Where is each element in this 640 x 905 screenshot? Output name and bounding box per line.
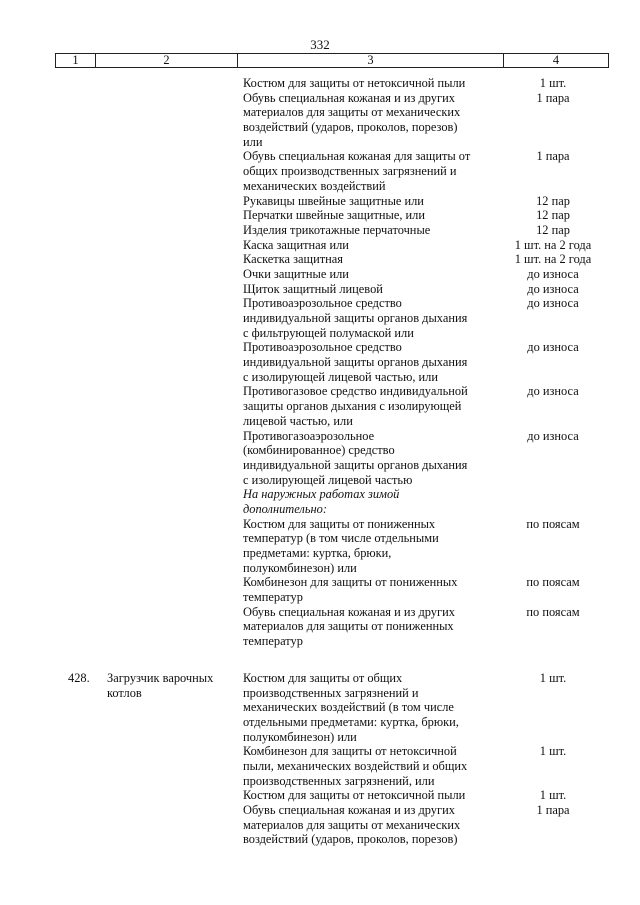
ppe-item xyxy=(243,267,638,282)
ppe-item-name xyxy=(243,429,493,488)
column-header-table xyxy=(55,53,609,68)
ppe-item-line: механических воздействий (в том числе xyxy=(243,700,454,715)
ppe-item-line: с фильтрующей полумаской или xyxy=(243,325,414,340)
ppe-item-quantity xyxy=(498,575,608,604)
ppe-item-name xyxy=(243,282,493,297)
ppe-item-quantity xyxy=(498,340,608,384)
ppe-item-line: с изолирующей лицевой частью xyxy=(243,472,413,487)
ppe-item xyxy=(243,744,638,788)
ppe-item-quantity-text: 1 пара xyxy=(536,803,570,817)
ppe-item-quantity-text: до износа xyxy=(527,428,579,443)
ppe-item-quantity xyxy=(498,671,608,744)
ppe-item-line: с изолирующей лицевой частью, или xyxy=(243,369,438,384)
ppe-item-quantity xyxy=(498,429,608,488)
ppe-item-name xyxy=(243,744,493,788)
ppe-item-line: индивидуальной защиты органов дыхания xyxy=(243,311,468,325)
ppe-item-line: Рукавицы швейные защитные или xyxy=(243,193,424,208)
ppe-item-line: общих производственных загрязнений и xyxy=(243,164,457,179)
ppe-item-line: Перчатки швейные защитные, или xyxy=(243,208,425,223)
ppe-item-quantity xyxy=(498,267,608,282)
ppe-item xyxy=(243,575,638,604)
ppe-item-line: (комбинированное) средство xyxy=(243,443,395,458)
ppe-item-quantity xyxy=(498,208,608,223)
ppe-item-quantity-text: 12 пар xyxy=(536,222,570,237)
ppe-item-quantity-text: до износа xyxy=(527,266,579,281)
ppe-item-quantity-text: 1 шт. xyxy=(539,670,567,685)
ppe-item-quantity-text: 1 шт. xyxy=(539,788,567,803)
ppe-item-line: На наружных работах зимой xyxy=(243,487,400,502)
ppe-item-line: Очки защитные или xyxy=(243,266,349,281)
ppe-item-quantity-text: 1 пара xyxy=(536,149,570,164)
ppe-item-quantity xyxy=(498,517,608,576)
ppe-item-line: Каскетка защитная xyxy=(243,252,343,267)
ppe-item-quantity xyxy=(498,282,608,297)
ppe-item xyxy=(243,605,638,649)
ppe-item-quantity-text: до износа xyxy=(527,384,579,399)
ppe-item-line: Обувь специальная кожаная и из других xyxy=(243,604,455,619)
ppe-item-quantity-text xyxy=(498,487,608,502)
ppe-item-line: Костюм для защиты от пониженных xyxy=(243,516,436,531)
ppe-item xyxy=(243,487,638,516)
ppe-item-line: Противогазоаэрозольное xyxy=(243,428,375,443)
ppe-item-quantity xyxy=(498,252,608,267)
ppe-item xyxy=(243,91,638,150)
ppe-table-body xyxy=(0,76,640,847)
ppe-item-quantity xyxy=(498,76,608,91)
ppe-item-quantity-text: до износа xyxy=(527,281,579,296)
ppe-item-line: температур (в том числе отдельными xyxy=(243,531,439,546)
ppe-item-line: Комбинезон для защиты от пониженных xyxy=(243,575,458,590)
ppe-item xyxy=(243,384,638,428)
table-row xyxy=(0,76,640,649)
column-header-1: 1 xyxy=(56,54,96,68)
ppe-item-quantity xyxy=(498,194,608,209)
ppe-item-quantity-text: по поясам xyxy=(526,575,580,590)
ppe-item-quantity xyxy=(498,788,608,803)
ppe-item-list xyxy=(243,76,638,649)
table-row xyxy=(0,671,640,847)
ppe-item-quantity-text: 1 шт. xyxy=(539,744,567,759)
ppe-item-quantity xyxy=(498,803,608,847)
ppe-item-line: Обувь специальная кожаная и из других xyxy=(243,803,455,817)
ppe-item-quantity-text: 1 шт. на 2 года xyxy=(514,237,592,252)
ppe-item-line: Комбинезон для защиты от нетоксичной xyxy=(243,744,457,759)
ppe-item-line: дополнительно: xyxy=(243,501,327,516)
ppe-item-line: Костюм для защиты от нетоксичной пыли xyxy=(243,788,466,803)
ppe-item-line: механических воздействий xyxy=(243,178,386,193)
ppe-item-name xyxy=(243,788,493,803)
ppe-item-quantity-text: до износа xyxy=(527,340,579,355)
ppe-item-line: лицевой частью, или xyxy=(243,413,353,428)
ppe-item-line: полукомбинезон) или xyxy=(243,560,357,575)
ppe-item-name xyxy=(243,384,493,428)
ppe-item-name xyxy=(243,517,493,576)
column-header-2: 2 xyxy=(96,54,238,68)
ppe-item-quantity xyxy=(498,744,608,788)
row-number: 428. xyxy=(68,670,90,685)
column-header-3: 3 xyxy=(238,54,504,68)
ppe-item-line: Каска защитная или xyxy=(243,237,349,252)
ppe-item xyxy=(243,252,638,267)
ppe-item-quantity xyxy=(498,487,608,516)
ppe-item-name xyxy=(243,803,493,847)
job-title-line: котлов xyxy=(107,685,142,700)
ppe-item-name xyxy=(243,575,493,604)
ppe-item xyxy=(243,517,638,576)
ppe-item-line: индивидуальной защиты органов дыхания xyxy=(243,355,468,370)
ppe-item-quantity-text: до износа xyxy=(527,296,579,311)
ppe-item-line: производственных загрязнений, или xyxy=(243,773,435,788)
ppe-item-quantity xyxy=(498,605,608,649)
ppe-item xyxy=(243,788,638,803)
ppe-item-line: полукомбинезон) или xyxy=(243,729,357,744)
ppe-item-line: материалов для защиты от механических xyxy=(243,105,461,120)
job-title-line: Загрузчик варочных xyxy=(107,670,214,685)
ppe-item xyxy=(243,671,638,744)
ppe-item-line: Щиток защитный лицевой xyxy=(243,281,383,296)
ppe-item-line: предметами: куртка, брюки, xyxy=(243,546,392,560)
ppe-item-line: материалов для защиты от пониженных xyxy=(243,619,454,634)
ppe-item-quantity xyxy=(498,223,608,238)
ppe-item-quantity-text: 1 пара xyxy=(536,90,570,105)
ppe-item-quantity-text: 1 шт. на 2 года xyxy=(514,252,592,267)
ppe-item xyxy=(243,76,638,91)
ppe-item xyxy=(243,238,638,253)
ppe-item-name xyxy=(243,605,493,649)
column-header-row xyxy=(56,54,609,68)
ppe-item-name xyxy=(243,91,493,150)
ppe-item xyxy=(243,208,638,223)
ppe-item-list xyxy=(243,671,638,847)
ppe-item-name xyxy=(243,487,493,516)
ppe-item-quantity-text: 12 пар xyxy=(536,193,570,208)
ppe-item-line: материалов для защиты от механических xyxy=(243,817,461,832)
page-number: 332 xyxy=(310,37,330,52)
ppe-item-name xyxy=(243,194,493,209)
ppe-item-quantity-text: по поясам xyxy=(526,604,580,619)
ppe-item-quantity xyxy=(498,149,608,193)
ppe-item-line: пыли, механических воздействий и общих xyxy=(243,758,468,773)
ppe-item xyxy=(243,223,638,238)
ppe-item xyxy=(243,149,638,193)
ppe-item-line: температур xyxy=(243,590,303,605)
ppe-item-line: индивидуальной защиты органов дыхания xyxy=(243,457,468,472)
ppe-item-quantity xyxy=(498,91,608,150)
ppe-item-name xyxy=(243,76,493,91)
ppe-item xyxy=(243,194,638,209)
ppe-item xyxy=(243,296,638,340)
ppe-item-name xyxy=(243,208,493,223)
job-title xyxy=(107,671,232,700)
ppe-item-line: Костюм для защиты от общих xyxy=(243,670,403,685)
ppe-item-quantity-text: 1 шт. xyxy=(539,76,567,90)
ppe-item-line: Изделия трикотажные перчаточные xyxy=(243,222,431,237)
ppe-item-line: Обувь специальная кожаная для защиты от xyxy=(243,149,471,164)
ppe-item-quantity-text: 12 пар xyxy=(536,208,570,223)
ppe-item-name xyxy=(243,223,493,238)
ppe-item-name xyxy=(243,296,493,340)
ppe-item xyxy=(243,803,638,847)
ppe-item-quantity xyxy=(498,296,608,340)
ppe-item-line: Противоаэрозольное средство xyxy=(243,340,402,355)
column-header-4: 4 xyxy=(504,54,609,68)
ppe-item-line: воздействий (ударов, проколов, порезов) xyxy=(243,832,458,847)
ppe-item-line: воздействий (ударов, проколов, порезов) xyxy=(243,120,458,135)
ppe-item xyxy=(243,429,638,488)
ppe-item-name xyxy=(243,149,493,193)
ppe-item-name xyxy=(243,671,493,744)
ppe-item-quantity xyxy=(498,238,608,253)
row-gap xyxy=(0,649,640,671)
ppe-item-name xyxy=(243,340,493,384)
ppe-item xyxy=(243,282,638,297)
ppe-item-line: Обувь специальная кожаная и из других xyxy=(243,90,455,105)
ppe-item xyxy=(243,340,638,384)
ppe-item-line: температур xyxy=(243,634,303,649)
ppe-item-line: Костюм для защиты от нетоксичной пыли xyxy=(243,76,466,90)
ppe-item-line: Противоаэрозольное средство xyxy=(243,296,402,311)
ppe-item-line: защиты органов дыхания с изолирующей xyxy=(243,399,462,414)
ppe-item-quantity xyxy=(498,384,608,428)
ppe-item-name xyxy=(243,267,493,282)
ppe-item-line: производственных загрязнений и xyxy=(243,685,419,700)
ppe-item-name xyxy=(243,238,493,253)
ppe-item-quantity-text: по поясам xyxy=(526,516,580,531)
ppe-item-name xyxy=(243,252,493,267)
ppe-item-line: Противогазовое средство индивидуальной xyxy=(243,384,468,399)
ppe-item-line: отдельными предметами: куртка, брюки, xyxy=(243,714,459,729)
ppe-item-line: или xyxy=(243,134,263,149)
